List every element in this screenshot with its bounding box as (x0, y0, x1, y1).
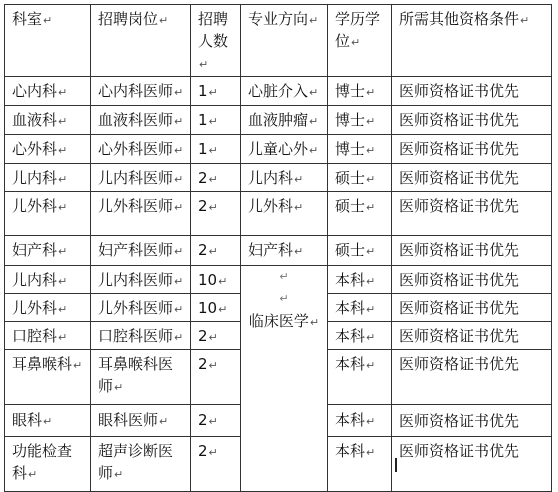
cell-dept: 心内科↵ (5, 77, 91, 106)
cell-dept: 妇产科↵ (5, 236, 91, 266)
cell-degree: 本科↵ (328, 322, 392, 350)
cell-post: 儿内科医师↵ (91, 164, 191, 192)
cell-count: 10↵ (191, 294, 241, 322)
cell-count: 1↵ (191, 135, 241, 164)
cell-count: 2↵ (191, 405, 241, 437)
cell-degree: 本科↵ (328, 266, 392, 294)
header-degree: 学历学位↵ (328, 5, 392, 77)
table-row (5, 266, 552, 294)
cell-post: 眼科医师↵ (91, 405, 191, 437)
cell-degree: 本科↵ (328, 405, 392, 437)
table-row (5, 77, 552, 106)
cell-degree: 本科↵ (328, 294, 392, 322)
cell-degree: 硕士↵ (328, 192, 392, 236)
cell-conditions: 医师资格证书优先 (392, 405, 552, 437)
cell-count: 2↵ (191, 192, 241, 236)
cell-dept: 儿外科↵ (5, 192, 91, 236)
paragraph-mark: ↵ (279, 270, 289, 283)
cell-count: 2↵ (191, 236, 241, 266)
table-row (5, 164, 552, 192)
cell-post: 口腔科医师↵ (91, 322, 191, 350)
cell-major: 儿内科↵ (241, 164, 328, 192)
cell-post: 耳鼻喉科医师↵ (91, 350, 191, 405)
cell-degree: 硕士↵ (328, 164, 392, 192)
cell-degree: 博士↵ (328, 106, 392, 135)
table-row (5, 106, 552, 135)
cell-conditions: 医师资格证书优先 (392, 164, 552, 192)
cell-degree: 博士↵ (328, 135, 392, 164)
cell-post: 儿内科医师↵ (91, 266, 191, 294)
cell-dept: 口腔科↵ (5, 322, 91, 350)
table-row (5, 192, 552, 236)
header-count: 招聘人数↵ (191, 5, 241, 77)
cell-dept: 功能检查科↵ (5, 437, 91, 492)
cell-major: 血液肿瘤↵ (241, 106, 328, 135)
cell-post: 心内科医师↵ (91, 77, 191, 106)
cell-dept: 耳鼻喉科↵ (5, 350, 91, 405)
cell-count: 10↵ (191, 266, 241, 294)
cell-post: 儿外科医师↵ (91, 192, 191, 236)
cell-dept: 儿内科↵ (5, 266, 91, 294)
header-dept: 科室↵ (5, 5, 91, 77)
cell-conditions: 医师资格证书优先 (392, 236, 552, 266)
cell-conditions: 医师资格证书优先 (392, 322, 552, 350)
cell-degree: 博士↵ (328, 77, 392, 106)
cell-major-merged (241, 266, 328, 492)
recruitment-table (4, 4, 552, 492)
cell-post: 妇产科医师↵ (91, 236, 191, 266)
table-header-row (5, 5, 552, 77)
cell-conditions: 医师资格证书优先 (392, 135, 552, 164)
cell-dept: 心外科↵ (5, 135, 91, 164)
cell-conditions: 医师资格证书优先 (392, 77, 552, 106)
header-major: 专业方向↵ (241, 5, 328, 77)
cell-count: 2↵ (191, 164, 241, 192)
cell-conditions: 医师资格证书优先 (392, 294, 552, 322)
cell-post: 血液科医师↵ (91, 106, 191, 135)
table-row (5, 236, 552, 266)
cell-major: 儿外科↵ (241, 192, 328, 236)
cell-conditions: 医师资格证书优先 (392, 437, 552, 492)
header-conditions: 所需其他资格条件↵ (392, 5, 552, 77)
cell-post: 儿外科医师↵ (91, 294, 191, 322)
cell-major: 儿童心外↵ (241, 135, 328, 164)
cell-post: 超声诊断医师↵ (91, 437, 191, 492)
cell-dept: 儿外科↵ (5, 294, 91, 322)
cell-count: 2↵ (191, 322, 241, 350)
cell-dept: 眼科↵ (5, 405, 91, 437)
cell-dept: 血液科↵ (5, 106, 91, 135)
cursor-mark (395, 458, 397, 472)
cell-count: 1↵ (191, 77, 241, 106)
cell-conditions: 医师资格证书优先 (392, 266, 552, 294)
table-row (5, 135, 552, 164)
cell-count: 2↵ (191, 437, 241, 492)
cell-major: 妇产科↵ (241, 236, 328, 266)
merged-major-label: 临床医学↵ (248, 312, 320, 330)
header-post: 招聘岗位↵ (91, 5, 191, 77)
cell-conditions: 医师资格证书优先 (392, 350, 552, 405)
paragraph-mark: ↵ (279, 292, 289, 305)
cell-post: 心外科医师↵ (91, 135, 191, 164)
cell-count: 1↵ (191, 106, 241, 135)
cell-major: 心脏介入↵ (241, 77, 328, 106)
cell-conditions: 医师资格证书优先 (392, 192, 552, 236)
cell-degree: 本科↵ (328, 437, 392, 492)
cell-degree: 本科↵ (328, 350, 392, 405)
cell-conditions: 医师资格证书优先 (392, 106, 552, 135)
cell-count: 2↵ (191, 350, 241, 405)
cell-degree: 硕士↵ (328, 236, 392, 266)
cell-dept: 儿内科↵ (5, 164, 91, 192)
